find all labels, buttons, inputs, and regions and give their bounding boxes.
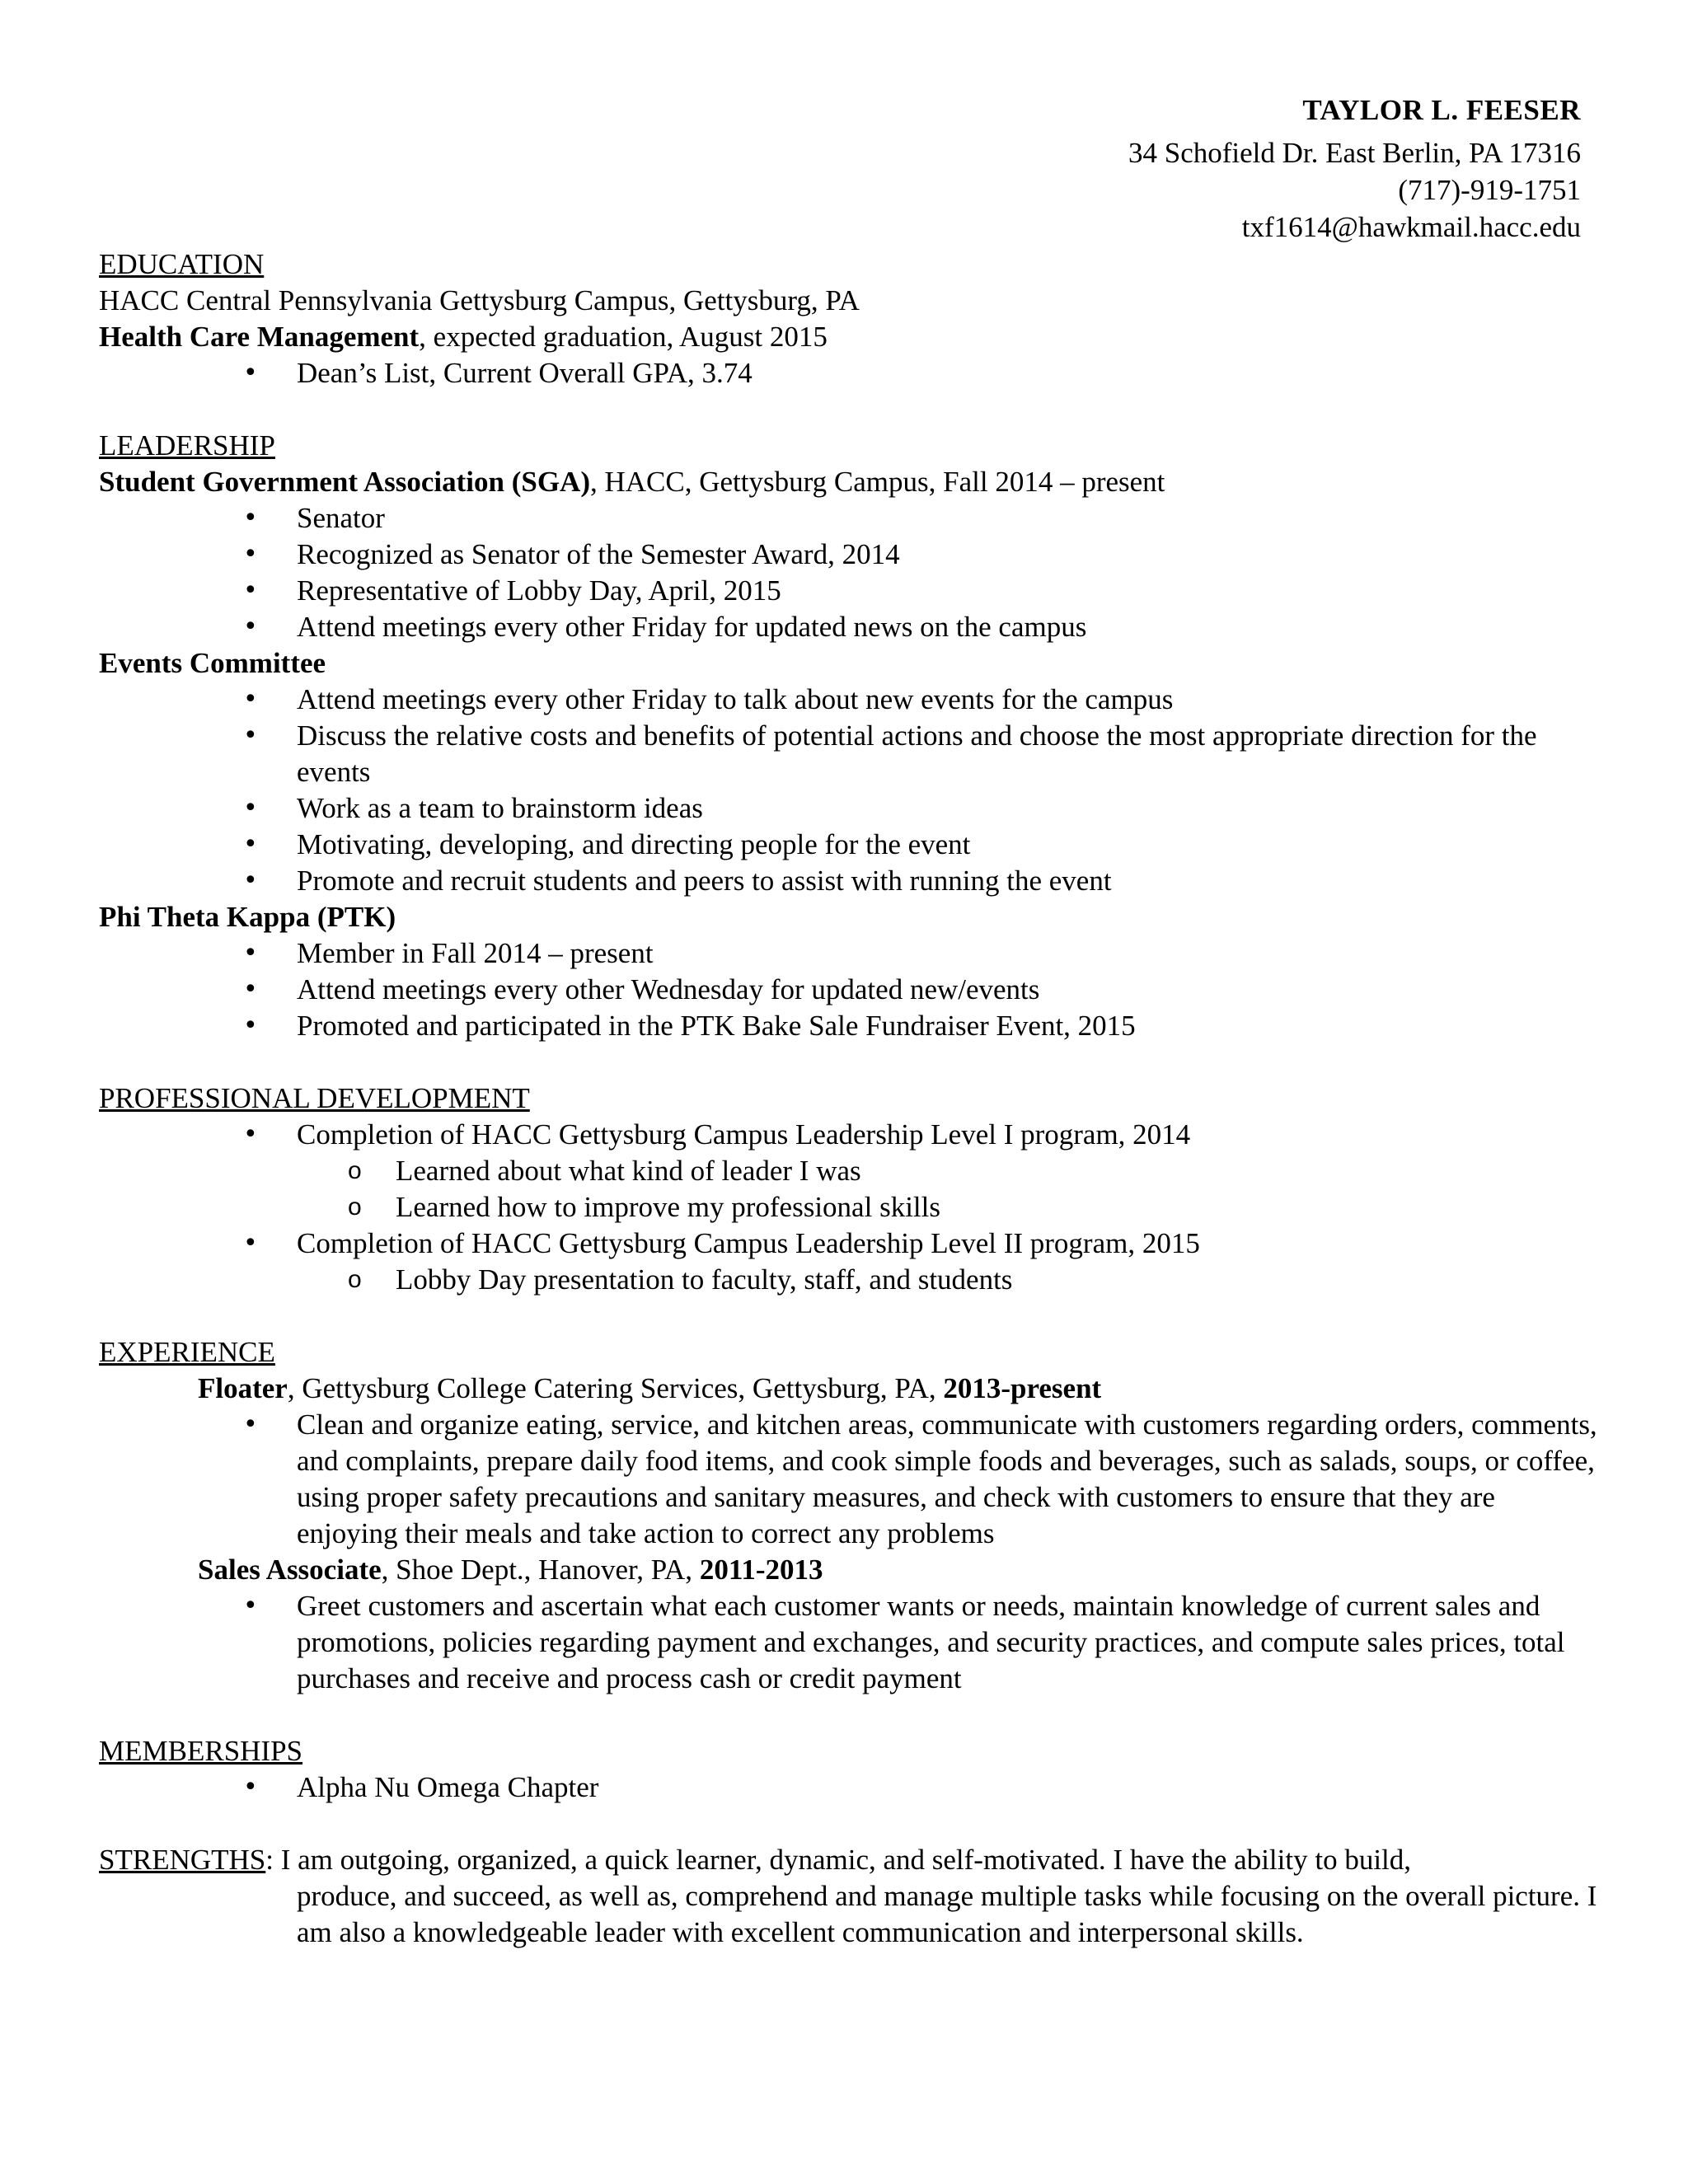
professional-development-bullets-2 — [99, 1226, 1599, 1262]
sga-bullet: • Recognized as Senator of the Semester Award, 2014 — [99, 537, 1599, 573]
job2-dates: 2011-2013 — [699, 1554, 823, 1586]
sga-bullet: • Representative of Lobby Day, April, 2015 — [99, 573, 1599, 609]
spacer — [99, 1044, 1599, 1080]
spacer — [99, 391, 1599, 428]
applicant-name: TAYLOR L. FEESER — [1302, 94, 1581, 126]
ptk-bullet: • Member in Fall 2014 – present — [99, 935, 1599, 972]
pd-subitem: o Learned about what kind of leader I was — [99, 1153, 1599, 1189]
sga-detail: , HACC, Gettysburg Campus, Fall 2014 – present — [590, 466, 1165, 498]
leadership-section — [99, 428, 1599, 1044]
job1-dates: 2013-present — [943, 1372, 1102, 1404]
memberships-heading: MEMBERSHIPS — [99, 1735, 303, 1767]
strengths-continuation: produce, and succeed, as well as, comprehend and manage multiple tasks while focusing on the overall picture. I am also a knowledgeable leader with excellent communication and interpersonal skills. — [297, 1880, 1597, 1948]
experience-section — [99, 1334, 1599, 1697]
strengths-section — [99, 1842, 1599, 1951]
spacer — [99, 1298, 1599, 1334]
strengths-heading: STRENGTHS — [99, 1844, 266, 1876]
applicant-email: txf1614@hawkmail.hacc.edu — [1241, 211, 1581, 243]
spacer — [99, 1806, 1599, 1842]
job2-bullets — [99, 1588, 1599, 1697]
sga-bullet: • Senator — [99, 500, 1599, 537]
education-program-line — [99, 319, 1599, 355]
events-bullet: • Discuss the relative costs and benefits of potential actions and choose the most appropriate direction for the events — [99, 718, 1599, 790]
strengths-first-line: : I am outgoing, organized, a quick learner, dynamic, and self-motivated. I have the ability to build, — [265, 1844, 1412, 1876]
events-bullet: • Motivating, developing, and directing people for the event — [99, 827, 1599, 863]
job2-bullet: • Greet customers and ascertain what each customer wants or needs, maintain knowledge of current sales and promotions, policies regarding payment and exchanges, and security practices, and compute sales prices, total purchases and receive and process cash or credit payment — [99, 1588, 1599, 1697]
education-program-detail: , expected graduation, August 2015 — [419, 321, 828, 353]
job-sales-line — [99, 1552, 1599, 1588]
education-bullets — [99, 355, 1599, 391]
job2-title: Sales Associate — [198, 1554, 382, 1586]
applicant-address: 34 Schofield Dr. East Berlin, PA 17316 — [1128, 137, 1581, 169]
sga-title: Student Government Association (SGA) — [99, 466, 590, 498]
events-committee-title: Events Committee — [99, 647, 326, 679]
education-section — [99, 246, 1599, 391]
job1-bullets — [99, 1407, 1599, 1552]
events-bullets — [99, 682, 1599, 899]
pd-subitem: o Learned how to improve my professional skills — [99, 1189, 1599, 1226]
resume-body — [99, 246, 1599, 1951]
memberships-bullets — [99, 1769, 1599, 1806]
professional-development-heading: PROFESSIONAL DEVELOPMENT — [99, 1082, 530, 1114]
job1-title: Floater — [198, 1372, 288, 1404]
education-bullet: • Dean’s List, Current Overall GPA, 3.74 — [99, 355, 1599, 391]
spacer — [99, 1697, 1599, 1733]
education-heading: EDUCATION — [99, 248, 265, 280]
job2-detail: , Shoe Dept., Hanover, PA, — [381, 1554, 700, 1586]
pd-subitems-2 — [99, 1262, 1599, 1298]
professional-development-bullets — [99, 1117, 1599, 1153]
ptk-bullet: • Promoted and participated in the PTK Bake Sale Fundraiser Event, 2015 — [99, 1008, 1599, 1044]
events-bullet: • Attend meetings every other Friday to talk about new events for the campus — [99, 682, 1599, 718]
job-floater-line — [99, 1371, 1599, 1407]
memberships-section — [99, 1733, 1599, 1806]
job1-detail: , Gettysburg College Catering Services, Gettysburg, PA, — [287, 1372, 944, 1404]
job1-bullet: • Clean and organize eating, service, and kitchen areas, communicate with customers regarding orders, comments, and complaints, prepare daily food items, and cook simple foods and beverages, such as salads, soups, or coffee, using proper safety precautions and sanitary measures, and check with customers to ensure that they are enjoying their meals and take action to correct any problems — [99, 1407, 1599, 1552]
sga-line — [99, 464, 1599, 500]
ptk-bullet: • Attend meetings every other Wednesday for updated new/events — [99, 972, 1599, 1008]
education-program: Health Care Management — [99, 321, 420, 353]
pd-subitem: o Lobby Day presentation to faculty, staff, and students — [99, 1262, 1599, 1298]
events-bullet: • Work as a team to brainstorm ideas — [99, 790, 1599, 827]
membership-item: • Alpha Nu Omega Chapter — [99, 1769, 1599, 1806]
pd-item: • Completion of HACC Gettysburg Campus Leadership Level II program, 2015 — [99, 1226, 1599, 1262]
leadership-heading: LEADERSHIP — [99, 429, 275, 462]
sga-bullet: • Attend meetings every other Friday for updated news on the campus — [99, 609, 1599, 645]
ptk-title: Phi Theta Kappa (PTK) — [99, 901, 396, 933]
pd-item: • Completion of HACC Gettysburg Campus Leadership Level I program, 2014 — [99, 1117, 1599, 1153]
experience-heading: EXPERIENCE — [99, 1336, 275, 1368]
sga-bullets — [99, 500, 1599, 645]
events-bullet: • Promote and recruit students and peers to assist with running the event — [99, 863, 1599, 899]
education-school: HACC Central Pennsylvania Gettysburg Campus, Gettysburg, PA — [99, 284, 860, 316]
applicant-phone: (717)-919-1751 — [1398, 174, 1581, 206]
pd-subitems — [99, 1153, 1599, 1226]
professional-development-section — [99, 1080, 1599, 1298]
ptk-bullets — [99, 935, 1599, 1044]
